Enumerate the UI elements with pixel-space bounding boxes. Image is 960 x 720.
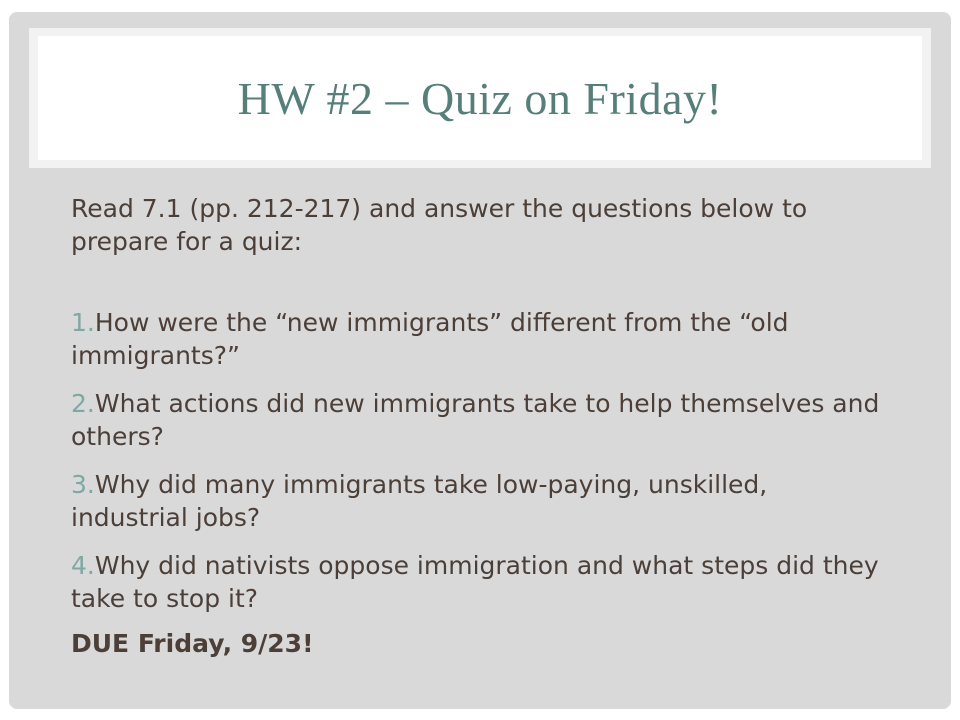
question-list <box>71 306 891 615</box>
question-text: Why did nativists oppose immigration and what steps did they take to stop it? <box>71 551 879 613</box>
question-text: How were the “new immigrants” different from the “old immigrants?” <box>71 308 789 370</box>
question-item-1 <box>71 306 891 372</box>
title-box <box>38 36 922 160</box>
question-number: 4. <box>71 551 95 580</box>
slide-title: HW #2 – Quiz on Friday! <box>237 72 723 124</box>
question-text: Why did many immigrants take low-paying, unskilled, industrial jobs? <box>71 470 768 532</box>
question-number: 1. <box>71 308 95 337</box>
question-text: What actions did new immigrants take to help themselves and others? <box>71 389 880 451</box>
slide-content <box>71 192 891 660</box>
slide <box>9 12 951 709</box>
intro-text: Read 7.1 (pp. 212-217) and answer the questions below to prepare for a quiz: <box>71 194 808 256</box>
question-item-3 <box>71 468 891 534</box>
due-date-text: DUE Friday, 9/23! <box>71 629 314 658</box>
question-number: 3. <box>71 470 95 499</box>
question-number: 2. <box>71 389 95 418</box>
question-item-2 <box>71 387 891 453</box>
question-item-4 <box>71 549 891 615</box>
title-frame <box>29 28 931 168</box>
